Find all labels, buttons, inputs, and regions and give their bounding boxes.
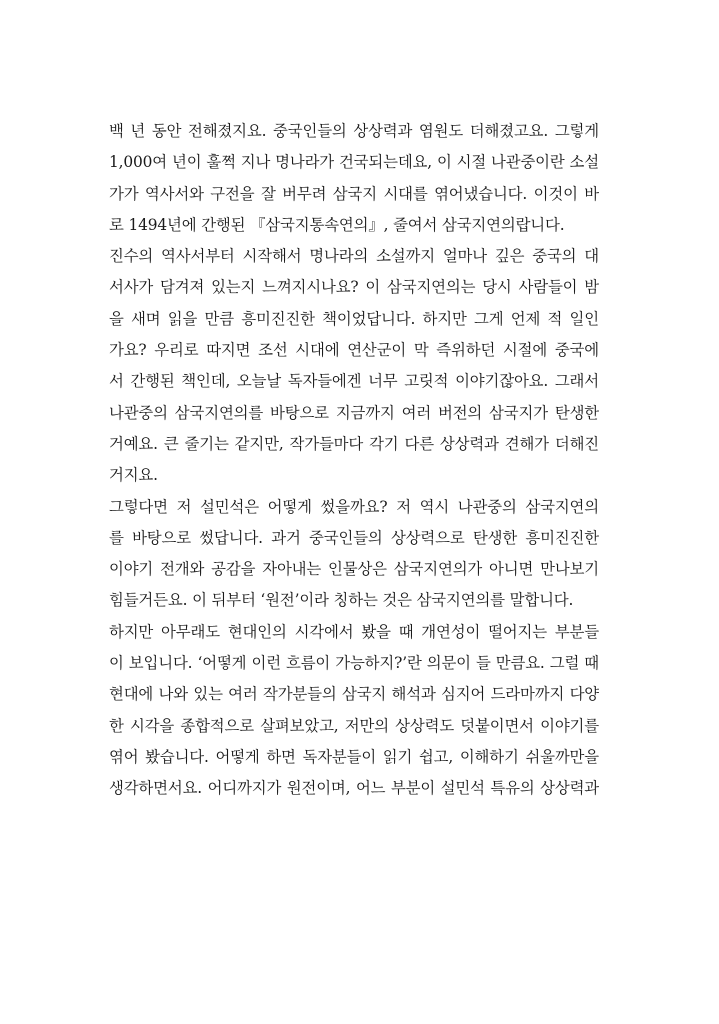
- text-line: 을 새며 읽을 만큼 흥미진진한 책이었답니다. 하지만 그게 언제 적 일인: [109, 309, 599, 328]
- text-line: 거지요.: [109, 466, 158, 485]
- text-line: 한 시각을 종합적으로 살펴보았고, 저만의 상상력도 덧붙이면서 이야기를: [109, 716, 599, 735]
- text-line: 그렇다면 저 설민석은 어떻게 썼을까요? 저 역시 나관중의 삼국지연의: [109, 497, 599, 516]
- text-line: 하지만 아무래도 현대인의 시각에서 봤을 때 개연성이 떨어지는 부분들: [109, 622, 599, 641]
- text-line: 이 보입니다. ‘어떻게 이런 흐름이 가능하지?’란 의문이 들 만큼요. 그럴 때: [109, 654, 599, 673]
- text-line: 1,000여 년이 훌쩍 지나 명나라가 건국되는데요, 이 시절 나관중이란 소설: [109, 153, 599, 172]
- text-line: 를 바탕으로 썼답니다. 과거 중국인들의 상상력으로 탄생한 흥미진진한: [109, 528, 599, 547]
- body-text: [109, 116, 599, 805]
- text-line: 이야기 전개와 공감을 자아내는 인물상은 삼국지연의가 아니면 만나보기: [109, 560, 599, 579]
- text-line: 서 간행된 책인데, 오늘날 독자들에겐 너무 고릿적 이야기잖아요. 그래서: [109, 372, 599, 391]
- text-line: 가요? 우리로 따지면 조선 시대에 연산군이 막 즉위하던 시절에 중국에: [109, 341, 599, 360]
- text-line: 로 1494년에 간행된 『삼국지통속연의』, 줄여서 삼국지연의랍니다.: [109, 215, 565, 234]
- text-line: 엮어 봤습니다. 어떻게 하면 독자분들이 읽기 쉽고, 이해하기 쉬울까만을: [109, 747, 599, 766]
- text-line: 생각하면서요. 어디까지가 원전이며, 어느 부분이 설민석 특유의 상상력과: [109, 779, 599, 798]
- text-line: 백 년 동안 전해졌지요. 중국인들의 상상력과 염원도 더해졌고요. 그렇게: [109, 122, 599, 140]
- text-line: 힘들거든요. 이 뒤부터 ‘원전’이라 칭하는 것은 삼국지연의를 말합니다.: [109, 591, 574, 610]
- text-line: 나관중의 삼국지연의를 바탕으로 지금까지 여러 버전의 삼국지가 탄생한: [109, 403, 599, 422]
- text-line: 진수의 역사서부터 시작해서 명나라의 소설까지 얼마나 깊은 중국의 대: [109, 247, 599, 266]
- text-line: 서사가 담겨져 있는지 느껴지시나요? 이 삼국지연의는 당시 사람들이 밤: [109, 278, 599, 297]
- text-line: 거예요. 큰 줄기는 같지만, 작가들마다 각기 다른 상상력과 견해가 더해진: [109, 434, 599, 453]
- text-line: 현대에 나와 있는 여러 작가분들의 삼국지 해석과 심지어 드라마까지 다양: [109, 685, 599, 704]
- text-line: 가가 역사서와 구전을 잘 버무려 삼국지 시대를 엮어냈습니다. 이것이 바: [109, 184, 599, 203]
